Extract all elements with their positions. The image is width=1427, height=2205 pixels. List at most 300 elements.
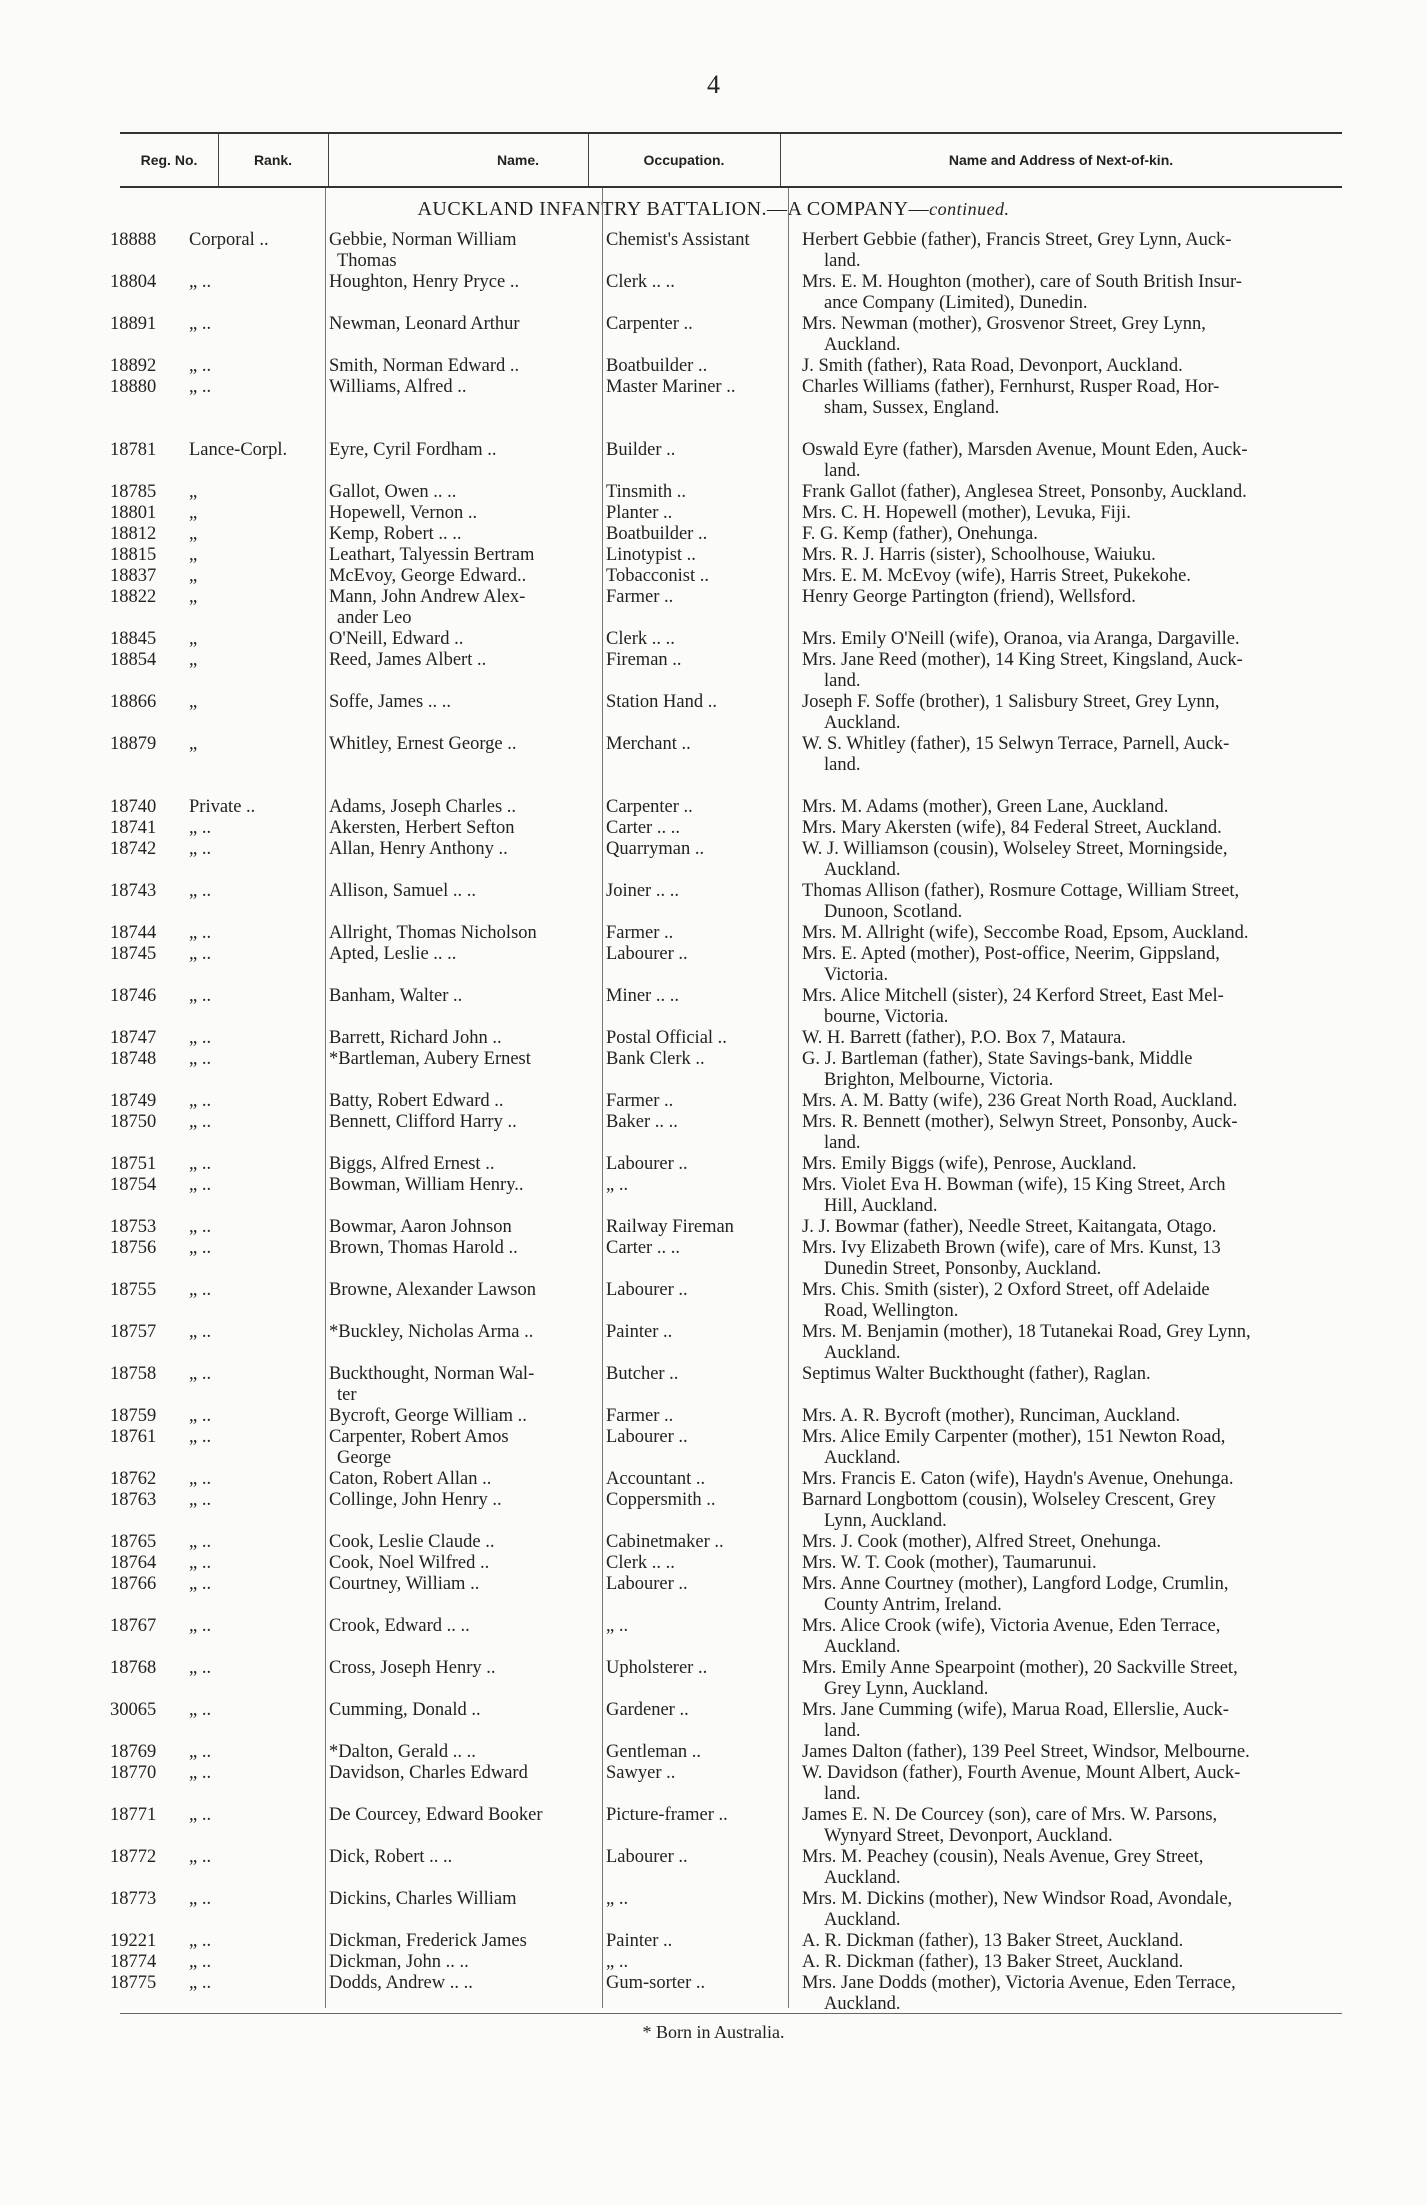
rank-cell: „ ..: [189, 1763, 212, 1783]
reg-no-cell: 18775: [110, 1973, 157, 1993]
next-of-kin-cell-line: Mrs. Newman (mother), Grosvenor Street, Grey Lynn,: [802, 314, 1206, 334]
name-cell: [325, 1847, 602, 1889]
rank-cell: „ ..: [189, 1028, 212, 1048]
rank-cell: „: [189, 650, 198, 670]
header-name: Name.: [496, 152, 540, 168]
table-row: [0, 1553, 1427, 1574]
name-cell-line: Browne, Alexander Lawson: [329, 1280, 537, 1300]
occupation-cell: Butcher ..: [606, 1364, 679, 1384]
name-cell: [325, 230, 602, 272]
reg-no-cell: 18891: [110, 314, 157, 334]
reg-no-cell: 18768: [110, 1658, 157, 1678]
next-of-kin-cell: [788, 986, 1363, 1028]
next-of-kin-cell-line: Mrs. Emily Biggs (wife), Penrose, Auckland.: [802, 1154, 1137, 1174]
occupation-cell: Labourer ..: [606, 1574, 688, 1594]
reg-no-cell: 18854: [110, 650, 157, 670]
next-of-kin-cell: [788, 1616, 1363, 1658]
next-of-kin-cell-line: Mrs. Violet Eva H. Bowman (wife), 15 King Street, Arch: [802, 1175, 1226, 1195]
occupation-cell: Farmer ..: [606, 1091, 674, 1111]
name-cell-line: Allan, Henry Anthony ..: [329, 839, 508, 859]
next-of-kin-cell: [788, 1847, 1363, 1889]
reg-no-cell: 18759: [110, 1406, 157, 1426]
next-of-kin-cell-line: Mrs. Anne Courtney (mother), Langford Lodge, Crumlin,: [802, 1574, 1229, 1594]
occupation-cell: Farmer ..: [606, 587, 674, 607]
section-title-text: AUCKLAND INFANTRY BATTALION.—A COMPANY—: [417, 198, 930, 220]
next-of-kin-cell-line: J. Smith (father), Rata Road, Devonport, Auckland.: [802, 356, 1183, 376]
next-of-kin-cell-line: Auckland.: [824, 1448, 901, 1468]
rank-cell: „ ..: [189, 1574, 212, 1594]
occupation-cell: Miner .. ..: [606, 986, 679, 1006]
name-cell-line: Allison, Samuel .. ..: [329, 881, 476, 901]
occupation-cell: Coppersmith ..: [606, 1490, 716, 1510]
reg-no-cell: 18741: [110, 818, 157, 838]
next-of-kin-cell: [788, 377, 1363, 419]
name-cell: [325, 1112, 602, 1154]
table-row: [0, 1091, 1427, 1112]
rank-cell: „: [189, 482, 198, 502]
rank-cell: „ ..: [189, 1658, 212, 1678]
reg-no-cell: 18742: [110, 839, 157, 859]
name-cell: [325, 797, 602, 818]
reg-no-cell: 18765: [110, 1532, 157, 1552]
table-row: [0, 1952, 1427, 1973]
next-of-kin-cell-line: W. J. Williamson (cousin), Wolseley Street, Morningside,: [802, 839, 1228, 859]
rank-cell: „ ..: [189, 881, 212, 901]
next-of-kin-cell-line: Mrs. M. Dickins (mother), New Windsor Road, Avondale,: [802, 1889, 1233, 1909]
name-cell-line: Hopewell, Vernon ..: [329, 503, 478, 523]
name-cell: [325, 818, 602, 839]
name-cell: [325, 377, 602, 419]
occupation-cell: Postal Official ..: [606, 1028, 727, 1048]
rank-cell: „: [189, 566, 198, 586]
name-cell-line: Houghton, Henry Pryce ..: [329, 272, 520, 292]
next-of-kin-cell: [788, 692, 1363, 734]
name-cell-line: Apted, Leslie .. ..: [329, 944, 457, 964]
next-of-kin-cell: [788, 1532, 1363, 1553]
nominal-roll-table: [0, 230, 1427, 2015]
table-row: [0, 944, 1427, 986]
next-of-kin-cell-line: Auckland.: [824, 335, 901, 355]
rank-cell: „ ..: [189, 1217, 212, 1237]
reg-no-cell: 18822: [110, 587, 157, 607]
next-of-kin-cell-line: Dunedin Street, Ponsonby, Auckland.: [824, 1259, 1102, 1279]
next-of-kin-cell-line: Frank Gallot (father), Anglesea Street, Ponsonby, Auckland.: [802, 482, 1247, 502]
name-cell-line: Bennett, Clifford Harry ..: [329, 1112, 517, 1132]
next-of-kin-cell-line: sham, Sussex, England.: [824, 398, 1000, 418]
name-cell-line: Williams, Alfred ..: [329, 377, 467, 397]
next-of-kin-cell-line: Mrs. Emily Anne Spearpoint (mother), 20 Sackville Street,: [802, 1658, 1238, 1678]
reg-no-cell: 18750: [110, 1112, 157, 1132]
next-of-kin-cell: [788, 1091, 1363, 1112]
name-cell-line: George: [337, 1448, 392, 1468]
rank-cell: „ ..: [189, 1952, 212, 1972]
next-of-kin-cell: [788, 650, 1363, 692]
rank-cell: „ ..: [189, 1469, 212, 1489]
name-cell-line: *Dalton, Gerald .. ..: [329, 1742, 476, 1762]
section-continued: continued.: [929, 199, 1010, 219]
next-of-kin-cell-line: Road, Wellington.: [824, 1301, 959, 1321]
name-cell-line: Biggs, Alfred Ernest ..: [329, 1154, 495, 1174]
reg-no-cell: 18769: [110, 1742, 157, 1762]
name-cell-line: O'Neill, Edward ..: [329, 629, 464, 649]
next-of-kin-cell-line: Mrs. Jane Reed (mother), 14 King Street, Kingsland, Auck-: [802, 650, 1243, 670]
name-cell: [325, 1805, 602, 1847]
name-cell: [325, 1364, 602, 1406]
reg-no-cell: 18756: [110, 1238, 157, 1258]
rank-cell: „ ..: [189, 272, 212, 292]
next-of-kin-cell: [788, 230, 1363, 272]
name-cell: [325, 923, 602, 944]
next-of-kin-cell-line: Henry George Partington (friend), Wellsford.: [802, 587, 1136, 607]
next-of-kin-cell: [788, 1658, 1363, 1700]
next-of-kin-cell: [788, 1112, 1363, 1154]
next-of-kin-cell-line: land.: [824, 1784, 861, 1804]
next-of-kin-cell-line: Auckland.: [824, 860, 901, 880]
rank-cell: „ ..: [189, 1889, 212, 1909]
next-of-kin-cell: [788, 1427, 1363, 1469]
name-cell-line: Batty, Robert Edward ..: [329, 1091, 504, 1111]
name-cell-line: Akersten, Herbert Sefton: [329, 818, 515, 838]
table-row: [0, 1238, 1427, 1280]
table-row: [0, 839, 1427, 881]
rank-cell: „ ..: [189, 1238, 212, 1258]
next-of-kin-cell-line: F. G. Kemp (father), Onehunga.: [802, 524, 1038, 544]
name-cell-line: Bowmar, Aaron Johnson: [329, 1217, 512, 1237]
header-occupation: Occupation.: [643, 152, 725, 168]
table-row: [0, 1889, 1427, 1931]
next-of-kin-cell-line: A. R. Dickman (father), 13 Baker Street, Auckland.: [802, 1931, 1184, 1951]
occupation-cell: Station Hand ..: [606, 692, 717, 712]
table-row: [0, 1574, 1427, 1616]
occupation-cell: Boatbuilder ..: [606, 524, 708, 544]
rank-cell: „: [189, 524, 198, 544]
table-row: [0, 1154, 1427, 1175]
reg-no-cell: 18801: [110, 503, 157, 523]
next-of-kin-cell-line: W. S. Whitley (father), 15 Selwyn Terrace, Parnell, Auck-: [802, 734, 1230, 754]
rank-cell: „: [189, 734, 198, 754]
name-cell-line: Davidson, Charles Edward: [329, 1763, 528, 1783]
next-of-kin-cell-line: Mrs. Mary Akersten (wife), 84 Federal Street, Auckland.: [802, 818, 1222, 838]
occupation-cell: „ ..: [606, 1175, 629, 1195]
table-row: [0, 545, 1427, 566]
next-of-kin-cell-line: Auckland.: [824, 1994, 901, 2014]
table-row: [0, 1427, 1427, 1469]
next-of-kin-cell-line: Mrs. C. H. Hopewell (mother), Levuka, Fiji.: [802, 503, 1131, 523]
rank-cell: „ ..: [189, 1364, 212, 1384]
next-of-kin-cell: [788, 1322, 1363, 1364]
name-cell-line: Barrett, Richard John ..: [329, 1028, 502, 1048]
table-row: [0, 1490, 1427, 1532]
name-cell: [325, 1742, 602, 1763]
name-cell-line: Cross, Joseph Henry ..: [329, 1658, 496, 1678]
name-cell-line: Caton, Robert Allan ..: [329, 1469, 492, 1489]
next-of-kin-cell-line: Joseph F. Soffe (brother), 1 Salisbury Street, Grey Lynn,: [802, 692, 1220, 712]
next-of-kin-cell: [788, 1700, 1363, 1742]
reg-no-cell: 18758: [110, 1364, 157, 1384]
name-cell: [325, 839, 602, 881]
next-of-kin-cell-line: Mrs. Alice Crook (wife), Victoria Avenue, Eden Terrace,: [802, 1616, 1221, 1636]
reg-no-cell: 18879: [110, 734, 157, 754]
name-cell: [325, 482, 602, 503]
next-of-kin-cell-line: Barnard Longbottom (cousin), Wolseley Crescent, Grey: [802, 1490, 1216, 1510]
table-row: [0, 1742, 1427, 1763]
rank-cell: „ ..: [189, 314, 212, 334]
rank-cell: „: [189, 692, 198, 712]
next-of-kin-cell-line: Mrs. R. J. Harris (sister), Schoolhouse, Waiuku.: [802, 545, 1156, 565]
occupation-cell: „ ..: [606, 1952, 629, 1972]
footnote: * Born in Australia.: [642, 2022, 785, 2042]
rank-cell: „ ..: [189, 1490, 212, 1510]
reg-no-cell: 18888: [110, 230, 157, 250]
name-cell: [325, 545, 602, 566]
name-cell-line: Courtney, William ..: [329, 1574, 480, 1594]
rank-cell: „ ..: [189, 1847, 212, 1867]
next-of-kin-cell: [788, 566, 1363, 587]
next-of-kin-cell-line: James Dalton (father), 139 Peel Street, Windsor, Melbourne.: [802, 1742, 1250, 1762]
next-of-kin-cell: [788, 1574, 1363, 1616]
table-row: [0, 692, 1427, 734]
name-cell: [325, 1532, 602, 1553]
next-of-kin-cell-line: W. Davidson (father), Fourth Avenue, Mount Albert, Auck-: [802, 1763, 1241, 1783]
next-of-kin-cell: [788, 440, 1363, 482]
table-row: [0, 1280, 1427, 1322]
name-cell-line: Carpenter, Robert Amos: [329, 1427, 509, 1447]
next-of-kin-cell: [788, 839, 1363, 881]
name-cell: [325, 1406, 602, 1427]
occupation-cell: Builder ..: [606, 440, 676, 460]
name-cell: [325, 1427, 602, 1469]
reg-no-cell: 18754: [110, 1175, 157, 1195]
name-cell-line: *Bartleman, Aubery Ernest: [329, 1049, 531, 1069]
table-row: [0, 314, 1427, 356]
rank-cell: „: [189, 587, 198, 607]
name-cell-line: Dodds, Andrew .. ..: [329, 1973, 473, 1993]
occupation-cell: Accountant ..: [606, 1469, 706, 1489]
name-cell: [325, 1574, 602, 1616]
name-cell-line: Thomas: [337, 251, 397, 271]
occupation-cell: Cabinetmaker ..: [606, 1532, 724, 1552]
next-of-kin-cell-line: bourne, Victoria.: [824, 1007, 949, 1027]
name-cell: [325, 440, 602, 482]
next-of-kin-cell-line: Mrs. M. Adams (mother), Green Lane, Auckland.: [802, 797, 1169, 817]
table-row: [0, 272, 1427, 314]
table-row: [0, 1532, 1427, 1553]
name-cell-line: Dick, Robert .. ..: [329, 1847, 453, 1867]
next-of-kin-cell-line: Mrs. M. Allright (wife), Seccombe Road, Epsom, Auckland.: [802, 923, 1249, 943]
next-of-kin-cell: [788, 1889, 1363, 1931]
next-of-kin-cell-line: Mrs. M. Peachey (cousin), Neals Avenue, Grey Street,: [802, 1847, 1204, 1867]
table-row: [0, 650, 1427, 692]
name-cell: [325, 1616, 602, 1658]
occupation-cell: Chemist's Assistant: [606, 230, 750, 250]
occupation-cell: Sawyer ..: [606, 1763, 676, 1783]
name-cell: [325, 1931, 602, 1952]
name-cell-line: Crook, Edward .. ..: [329, 1616, 470, 1636]
table-row: [0, 818, 1427, 839]
next-of-kin-cell: [788, 1280, 1363, 1322]
occupation-cell: Boatbuilder ..: [606, 356, 708, 376]
next-of-kin-cell-line: Grey Lynn, Auckland.: [824, 1679, 989, 1699]
reg-no-cell: 18755: [110, 1280, 157, 1300]
reg-no-cell: 18804: [110, 272, 157, 292]
next-of-kin-cell: [788, 797, 1363, 818]
rank-cell: „ ..: [189, 1322, 212, 1342]
occupation-cell: Farmer ..: [606, 923, 674, 943]
table-row: [0, 1217, 1427, 1238]
table-row: [0, 1805, 1427, 1847]
next-of-kin-cell: [788, 1952, 1363, 1973]
occupation-cell: Labourer ..: [606, 1847, 688, 1867]
name-cell-line: Dickman, Frederick James: [329, 1931, 527, 1951]
next-of-kin-cell-line: Mrs. Alice Emily Carpenter (mother), 151 Newton Road,: [802, 1427, 1226, 1447]
rank-cell: Corporal ..: [189, 230, 269, 250]
table-row: [0, 1973, 1427, 2015]
occupation-cell: Merchant ..: [606, 734, 691, 754]
reg-no-cell: 18866: [110, 692, 157, 712]
next-of-kin-cell-line: Auckland.: [824, 1637, 901, 1657]
reg-no-cell: 18744: [110, 923, 157, 943]
next-of-kin-cell-line: Mrs. A. R. Bycroft (mother), Runciman, Auckland.: [802, 1406, 1181, 1426]
name-cell: [325, 734, 602, 776]
occupation-cell: Carpenter ..: [606, 797, 693, 817]
name-cell: [325, 1154, 602, 1175]
table-row: [0, 1322, 1427, 1364]
name-cell-line: Cook, Leslie Claude ..: [329, 1532, 495, 1552]
rank-cell: „ ..: [189, 818, 212, 838]
occupation-cell: Gardener ..: [606, 1700, 689, 1720]
reg-no-cell: 18763: [110, 1490, 157, 1510]
next-of-kin-cell: [788, 923, 1363, 944]
table-row: [0, 1931, 1427, 1952]
occupation-cell: Tinsmith ..: [606, 482, 687, 502]
name-cell: [325, 566, 602, 587]
reg-no-cell: 18785: [110, 482, 157, 502]
next-of-kin-cell: [788, 881, 1363, 923]
name-cell: [325, 1490, 602, 1532]
table-row: [0, 986, 1427, 1028]
reg-no-cell: 18748: [110, 1049, 157, 1069]
table-row: [0, 482, 1427, 503]
name-cell: [325, 1973, 602, 2015]
name-cell-line: Kemp, Robert .. ..: [329, 524, 462, 544]
rank-cell: „ ..: [189, 1700, 212, 1720]
next-of-kin-cell-line: Auckland.: [824, 1868, 901, 1888]
occupation-cell: Carter .. ..: [606, 1238, 680, 1258]
next-of-kin-cell: [788, 1406, 1363, 1427]
rank-cell: „ ..: [189, 1616, 212, 1636]
rank-cell: „: [189, 503, 198, 523]
reg-no-cell: 18837: [110, 566, 157, 586]
occupation-cell: Clerk .. ..: [606, 1553, 675, 1573]
occupation-cell: Clerk .. ..: [606, 272, 675, 292]
name-cell-line: Gebbie, Norman William: [329, 230, 517, 250]
name-cell-line: Dickins, Charles William: [329, 1889, 517, 1909]
table-row: [0, 923, 1427, 944]
next-of-kin-cell-line: Auckland.: [824, 1343, 901, 1363]
table-row: [0, 1847, 1427, 1889]
table-row: [0, 524, 1427, 545]
table-row: [0, 1469, 1427, 1490]
name-cell-line: Cumming, Donald ..: [329, 1700, 481, 1720]
occupation-cell: Carter .. ..: [606, 818, 680, 838]
name-cell: [325, 314, 602, 356]
next-of-kin-cell: [788, 1028, 1363, 1049]
name-cell: [325, 1049, 602, 1091]
next-of-kin-cell-line: Lynn, Auckland.: [824, 1511, 947, 1531]
rank-cell: „ ..: [189, 1742, 212, 1762]
reg-no-cell: 18753: [110, 1217, 157, 1237]
next-of-kin-cell-line: Mrs. J. Cook (mother), Alfred Street, Onehunga.: [802, 1532, 1162, 1552]
section-title: [0, 198, 1427, 221]
name-cell: [325, 944, 602, 986]
name-cell-line: De Courcey, Edward Booker: [329, 1805, 543, 1825]
occupation-cell: Planter ..: [606, 503, 673, 523]
rank-cell: „ ..: [189, 1154, 212, 1174]
occupation-cell: Tobacconist ..: [606, 566, 709, 586]
next-of-kin-cell: [788, 1469, 1363, 1490]
occupation-cell: Painter ..: [606, 1931, 673, 1951]
name-cell: [325, 881, 602, 923]
table-row: [0, 587, 1427, 629]
rank-cell: „ ..: [189, 356, 212, 376]
next-of-kin-cell-line: Mrs. E. M. McEvoy (wife), Harris Street, Pukekohe.: [802, 566, 1191, 586]
name-cell-line: Bowman, William Henry..: [329, 1175, 524, 1195]
occupation-cell: Gentleman ..: [606, 1742, 702, 1762]
reg-no-cell: 18757: [110, 1322, 157, 1342]
rank-cell: „ ..: [189, 923, 212, 943]
next-of-kin-cell-line: Mrs. Chis. Smith (sister), 2 Oxford Street, off Adelaide: [802, 1280, 1210, 1300]
table-row: [0, 566, 1427, 587]
rank-cell: „ ..: [189, 944, 212, 964]
rank-cell: „ ..: [189, 1049, 212, 1069]
rank-cell: „ ..: [189, 377, 212, 397]
table-row: [0, 1175, 1427, 1217]
table-row: [0, 629, 1427, 650]
occupation-cell: Painter ..: [606, 1322, 673, 1342]
occupation-cell: Bank Clerk ..: [606, 1049, 705, 1069]
next-of-kin-cell-line: G. J. Bartleman (father), State Savings-bank, Middle: [802, 1049, 1193, 1069]
next-of-kin-cell: [788, 734, 1363, 776]
next-of-kin-cell-line: Septimus Walter Buckthought (father), Raglan.: [802, 1364, 1151, 1384]
name-cell-line: Soffe, James .. ..: [329, 692, 451, 712]
table-row: [0, 1028, 1427, 1049]
reg-no-cell: 18770: [110, 1763, 157, 1783]
reg-no-cell: 18761: [110, 1427, 157, 1447]
reg-no-cell: 18740: [110, 797, 157, 817]
next-of-kin-cell: [788, 1238, 1363, 1280]
next-of-kin-cell-line: land.: [824, 1721, 861, 1741]
next-of-kin-cell: [788, 482, 1363, 503]
table-row: [0, 356, 1427, 377]
table-row: [0, 797, 1427, 818]
next-of-kin-cell: [788, 944, 1363, 986]
next-of-kin-cell-line: Mrs. Francis E. Caton (wife), Haydn's Avenue, Onehunga.: [802, 1469, 1234, 1489]
footnote-rule: [120, 2013, 1342, 2014]
name-cell-line: Banham, Walter ..: [329, 986, 463, 1006]
table-row: [0, 734, 1427, 776]
name-cell-line: Whitley, Ernest George ..: [329, 734, 517, 754]
next-of-kin-cell-line: Mrs. E. M. Houghton (mother), care of South British Insur-: [802, 272, 1242, 292]
name-cell: [325, 1658, 602, 1700]
rank-cell: Lance-Corpl.: [189, 440, 288, 460]
name-cell: [325, 1217, 602, 1238]
table-row: [0, 1049, 1427, 1091]
occupation-cell: Joiner .. ..: [606, 881, 679, 901]
name-cell-line: Smith, Norman Edward ..: [329, 356, 520, 376]
next-of-kin-cell: [788, 1217, 1363, 1238]
next-of-kin-cell-line: County Antrim, Ireland.: [824, 1595, 1002, 1615]
rank-cell: „ ..: [189, 1973, 212, 1993]
